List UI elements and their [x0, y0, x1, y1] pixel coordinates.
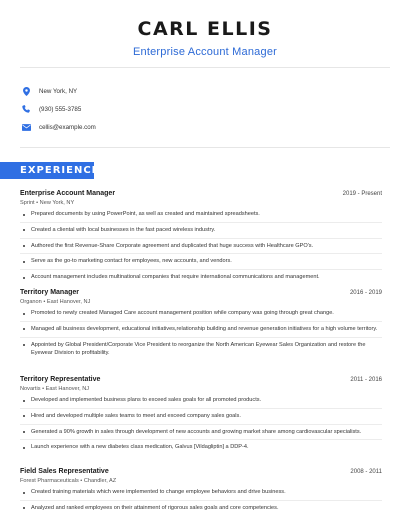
phone-icon — [21, 104, 31, 114]
resume-header — [0, 18, 410, 58]
bullet-icon — [23, 313, 25, 315]
bullet-icon — [23, 277, 25, 279]
job-bullet-text: Hired and developed multiple sales teams to meet and exceed company sales goals. — [31, 412, 241, 419]
job-bullet-text: Prepared documents by using PowerPoint, as well as created and maintained spreadsheets. — [31, 211, 260, 217]
job-bullet — [20, 412, 382, 421]
bullet-icon — [23, 431, 25, 433]
bullet-divider — [20, 337, 382, 338]
bullet-icon — [23, 214, 25, 216]
job-bullet-text: Account management includes multinational companies that require international communications and management. — [31, 274, 320, 281]
job-company-location: Forest Pharmaceuticals • Chandler, AZ — [20, 478, 117, 484]
bullet-icon — [23, 447, 25, 449]
contact-phone-text: (930) 555-3785 — [39, 105, 82, 113]
job-bullet-text: Generated a 90% growth in sales through development of new accounts and growing market share among cardiovascular specialists. — [31, 428, 362, 435]
email-icon — [21, 122, 31, 132]
bullet-divider — [20, 424, 382, 425]
contact-email-text: cellis@example.com — [39, 123, 96, 131]
job-entry — [20, 468, 382, 513]
bullet-divider — [20, 253, 382, 254]
job-bullet — [20, 488, 382, 497]
job-entry — [20, 376, 382, 452]
job-bullet — [20, 226, 382, 235]
job-bullet — [20, 273, 382, 282]
bullet-divider — [20, 500, 382, 501]
bullet-icon — [23, 492, 25, 494]
bullet-divider — [20, 238, 382, 239]
bullet-divider — [20, 439, 382, 440]
job-title: Territory Manager — [20, 289, 79, 296]
job-bullet — [20, 242, 382, 251]
job-company-location: Novartis • East Hanover, NJ — [20, 386, 90, 392]
job-bullet — [20, 325, 382, 334]
bullet-icon — [23, 261, 25, 263]
bullet-icon — [23, 229, 25, 231]
bullet-icon — [23, 245, 25, 247]
job-title: Territory Representative — [20, 376, 101, 383]
job-entry — [20, 190, 382, 282]
candidate-name: CARL ELLIS — [137, 18, 273, 40]
job-company-location: Sprint • New York, NY — [20, 200, 75, 206]
bullet-icon — [23, 344, 25, 346]
job-bullet-text: Appointed by Global President/Corporate Vice President to reorganize the North American Eyewear Sales Organization and restore the Eyewear Division to profitability. — [31, 341, 366, 357]
contact-location — [21, 82, 96, 100]
job-bullet — [20, 504, 382, 513]
job-bullet-text: Launch experience with a new diabetes class medication, Galvus [Vildagliptin] a DDP-4. — [31, 444, 249, 451]
bullet-icon — [23, 507, 25, 509]
contact-location-text: New York, NY — [39, 87, 78, 95]
location-pin-icon — [21, 86, 31, 96]
job-bullet-text: Serve as the go-to marketing contact for employees, new accounts, and vendors. — [31, 258, 232, 265]
job-bullet — [20, 257, 382, 266]
job-company-location: Organon • East Hanover, NJ — [20, 299, 91, 305]
bullet-divider — [20, 408, 382, 409]
job-bullet-text: Promoted to newly created Managed Care account management position while company was going through great change. — [31, 310, 334, 316]
job-dates: 2008 - 2011 — [350, 469, 382, 475]
bullet-icon — [23, 328, 25, 330]
bullet-divider — [20, 222, 382, 223]
bullet-icon — [23, 400, 25, 402]
job-dates: 2011 - 2016 — [350, 377, 382, 383]
job-dates: 2019 - Present — [342, 191, 382, 197]
job-bullet-text: Developed and implemented business plans to exceed sales goals for all promoted products. — [31, 397, 262, 403]
job-bullets — [20, 396, 382, 452]
job-bullets — [20, 488, 382, 513]
job-bullets — [20, 309, 382, 358]
bullet-icon — [23, 415, 25, 417]
job-bullet-text: Created training materials which were implemented to change employee behaviors and drive business. — [31, 489, 286, 495]
job-bullet — [20, 341, 382, 359]
job-bullet-text: Managed all business development, educational initiatives,relationship building and revenue generation initiatives for a high volume territory. — [31, 325, 378, 332]
bullet-divider — [20, 269, 382, 270]
job-title: Field Sales Representative — [20, 468, 109, 475]
job-bullets — [20, 210, 382, 282]
bullet-divider — [20, 321, 382, 322]
contact-email — [21, 118, 96, 136]
candidate-title: Enterprise Account Manager — [133, 46, 277, 58]
contact-list — [21, 82, 96, 136]
job-bullet — [20, 309, 382, 318]
contact-divider — [20, 147, 390, 148]
job-title: Enterprise Account Manager — [20, 190, 116, 197]
job-bullet-text: Analyzed and ranked employees on their attainment of rigorous sales goals and core competencies. — [31, 504, 279, 511]
job-dates: 2016 - 2019 — [349, 290, 382, 296]
job-bullet-text: Authored the first Revenue-Share Corporate agreement and duplicated that huge success with Healthcare GPO's. — [31, 242, 314, 249]
header-divider — [20, 67, 390, 68]
job-bullet-text: Created a cliental with local businesses in the fast paced wireless industry. — [31, 226, 216, 233]
job-bullet — [20, 396, 382, 405]
contact-phone — [21, 100, 96, 118]
section-title-experience: EXPERIENCE — [20, 165, 100, 176]
job-bullet — [20, 428, 382, 437]
job-entry — [20, 289, 382, 358]
job-bullet — [20, 443, 382, 452]
job-bullet — [20, 210, 382, 219]
